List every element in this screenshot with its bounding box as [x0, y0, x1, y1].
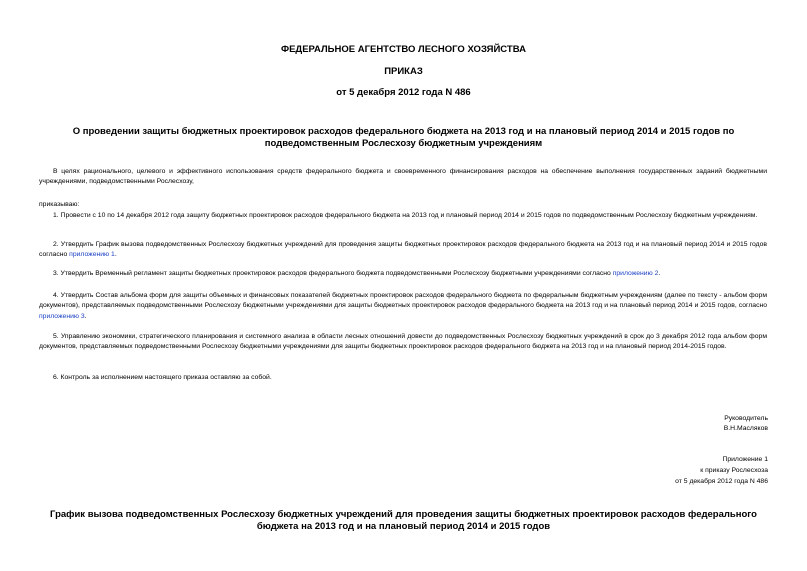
signature-position: Руководитель: [724, 415, 768, 422]
doc-date-number: от 5 декабря 2012 года N 486: [336, 87, 471, 98]
order-item-2-tail: .: [114, 251, 117, 259]
order-item-4-text: 4. Утвердить Состав альбома форм для защиты объемных и финансовых показателей бюджетных проектировок расходов федерального бюджета по федеральным бюджетным учреждениям (далее по тексту - альбом форм документов), представляемых подведомственными Рослесхозу бюджетными учреждениями для защиты бюджетных проектировок расходов федерального бюджета на 2013 год и на плановый период 2014 и 2015 годов, согласно: [39, 292, 767, 310]
appendix-date: от 5 декабря 2012 года N 486: [675, 478, 768, 485]
order-item-4-tail: .: [84, 312, 87, 320]
order-item-3-text: 3. Утвердить Временный регламент защиты бюджетных проектировок расходов федерального бюджета подведомственными Рослесхозу бюджетными учреждениями согласно: [53, 270, 613, 277]
order-item-2-text: 2. Утвердить График вызова подведомственных Рослесхозу бюджетных учреждений для проведения защиты бюджетных проектировок расходов федерального бюджета на 2013 год и на плановый период 2014 и 2015 годов согласно: [39, 241, 767, 259]
agency-name: ФЕДЕРАЛЬНОЕ АГЕНТСТВО ЛЕСНОГО ХОЗЯЙСТВА: [280, 44, 526, 55]
appendix-1-link[interactable]: приложению 1: [69, 251, 115, 259]
order-item-2: [39, 240, 767, 261]
intro-paragraph: В целях рационального, целевого и эффективного использования средств федерального бюджета и своевременного финансирования расходов на обеспечение выполнения государственных заданий бюджетными учреждениями, подведомственными Рослесхозу,: [39, 168, 767, 186]
order-item-5: [39, 332, 767, 353]
order-item-6-text: 6. Контроль за исполнением настоящего приказа оставляю за собой.: [53, 374, 272, 381]
order-title: О проведении защиты бюджетных проектировок расходов федерального бюджета на 2013 год и на плановый период 2014 и 2015 годов по подведомственным Рослесхозу бюджетным учреждениям: [72, 126, 735, 149]
doc-type: ПРИКАЗ: [384, 66, 423, 77]
signature-name: В.Н.Масляков: [723, 425, 768, 432]
appendix-ref: к приказу Рослесхоза: [700, 467, 768, 474]
appendix-label: Приложение 1: [722, 456, 768, 463]
appendix-2-link[interactable]: приложению 2: [612, 270, 659, 277]
appendix-title: График вызова подведомственных Рослесхозу бюджетных учреждений для проведения защиты бюджетных проектировок расходов федерального бюджета на 2013 год и на плановый период 2014 и 2015 годов: [50, 509, 757, 532]
order-word: приказываю:: [39, 201, 80, 208]
order-item-1-text: 1. Провести с 10 по 14 декабря 2012 года защиту бюджетных проектировок расходов федерального бюджета на 2013 год и плановый период 2014 и 2015 годов по подведомственным Рослесхозу бюджетным учреждениям.: [53, 212, 758, 219]
order-item-5-text: 5. Управлению экономики, стратегического планирования и системного анализа в области лесных отношений довести до подведомственных Рослесхозу бюджетных учреждений в срок до 3 декабря 2012 года альбом форм документов, представляемых подведомственными Рослесхозу бюджетными учреждениями для защиты бюджетных проектировок расходов федерального бюджета на 2013 год и на плановый период 2014-2015 годов.: [39, 333, 767, 351]
order-item-4: [39, 291, 767, 322]
appendix-3-link[interactable]: приложению 3: [39, 312, 85, 320]
order-item-3: [39, 269, 767, 279]
order-item-1: [39, 211, 767, 221]
order-item-6: [39, 373, 767, 383]
order-item-3-tail: .: [658, 270, 661, 277]
